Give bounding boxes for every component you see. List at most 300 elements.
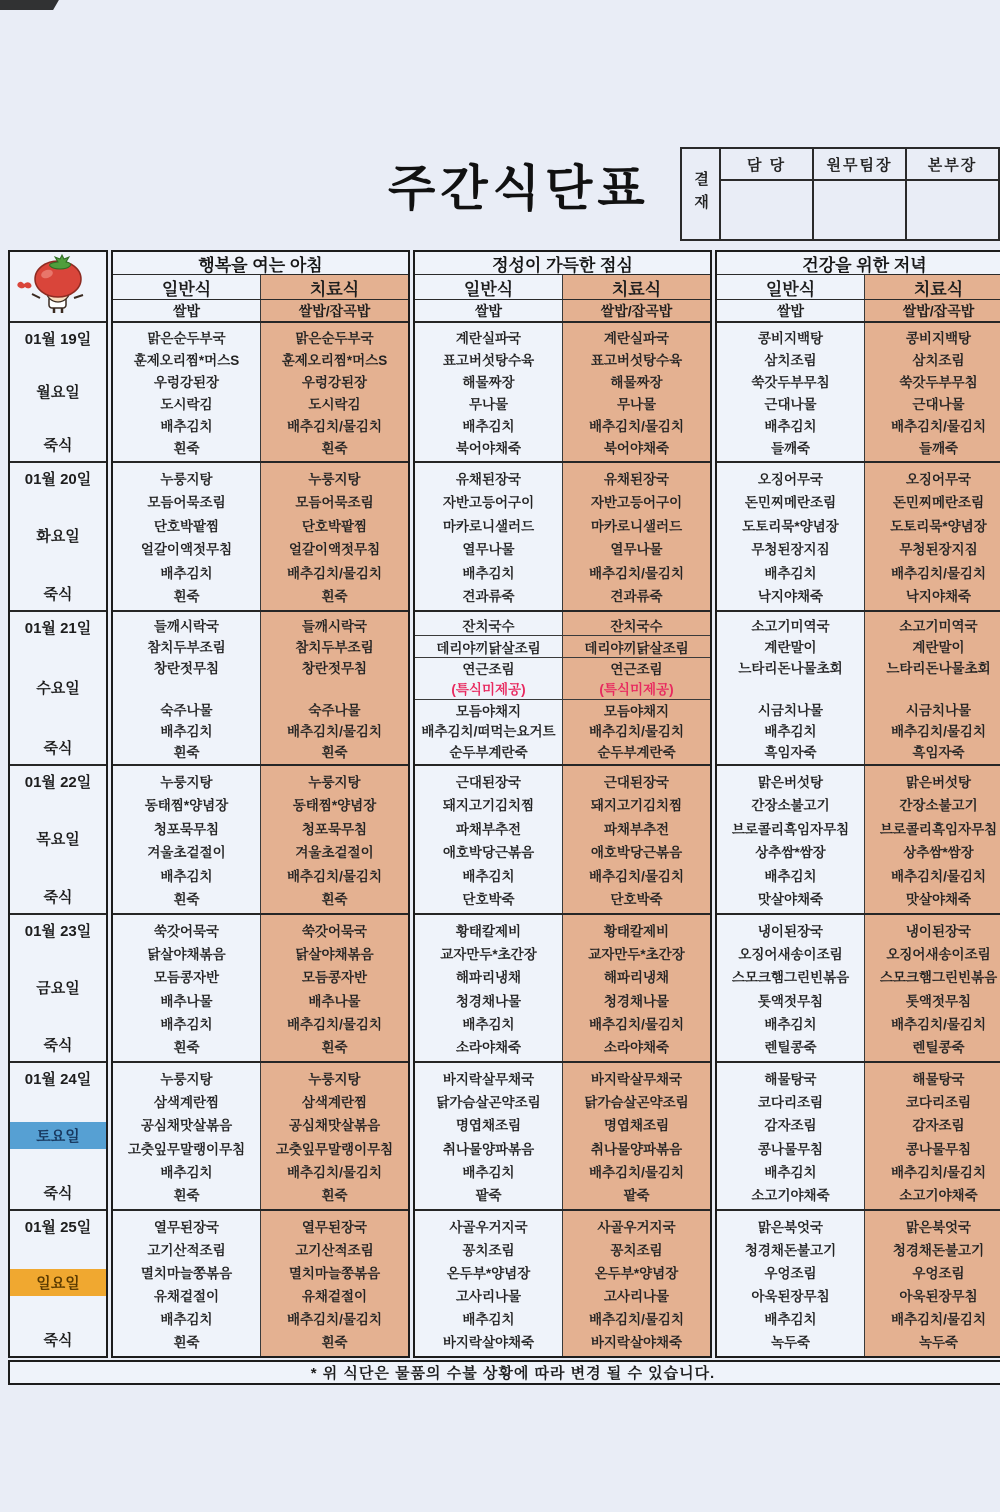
menu-row [717,764,1000,913]
breakfast-title: 행복을 여는 아침 [198,255,323,275]
menu-item: 황태칼제비 [603,923,670,939]
menu-item: 계란실파국 [603,331,670,346]
menu-item: 소라야채죽 [603,1040,670,1056]
menu-item: 꽁치조림 [462,1242,515,1258]
menu-item: 흰죽 [321,744,348,760]
menu-item: 청경채돈불고기 [892,1242,985,1258]
approval-col-director: 본부장 [906,148,999,180]
menu-item: 온두부*양념장 [446,1265,531,1281]
menu-item: 스모크햄그린빈볶음 [731,970,850,986]
approval-sign-cell [813,180,906,240]
menu-item: 맛살야채죽 [757,892,824,908]
menu-item: 녹두죽 [918,1335,959,1351]
meal-type-label: 죽식 [43,739,73,757]
menu-cell-lunch-general [415,766,562,913]
menu-item: 누룽지탕 [308,774,361,790]
menu-item: 취나물양파볶음 [442,1141,535,1157]
menu-row [113,1209,408,1356]
menu-item: 돈민찌메란조림 [892,495,985,511]
weekday-wrap [10,1089,106,1182]
menu-item: 바지락살야채죽 [590,1335,683,1351]
menu-item: 해물짜장 [610,375,663,390]
date-label: 01월 23일 [24,922,92,940]
menu-item: 배추김치/물김치 [286,1164,383,1180]
menu-item: 해물탕국 [912,1071,965,1087]
menu-row [113,764,408,913]
menu-cell-dinner-treatment [864,323,1000,461]
dinner-title: 건강을 위한 저녁 [802,255,927,275]
menu-item: 냉이된장국 [905,923,972,939]
menu-item: 열무나물 [610,542,663,558]
menu-cell-dinner-treatment [864,1211,1000,1356]
menu-item: 유채된장국 [603,471,670,487]
menu-cell-breakfast-treatment [260,766,408,913]
menu-item: 흰죽 [173,1188,200,1204]
menu-item: 북어야채죽 [603,441,670,456]
menu-item: 콩비지백탕 [757,331,824,346]
menu-item: 청경채나물 [455,993,522,1009]
menu-item: 해물짜장 [462,375,515,390]
menu-item: 배추김치/물김치 [286,1016,383,1032]
menu-item: 견과류죽 [462,589,515,605]
weekday-wrap [10,792,106,886]
date-cells [10,321,106,1356]
menu-item: 얼갈이액젓무침 [140,542,233,558]
menu-item: 배추김치/물김치 [890,723,987,739]
menu-item: 명엽채조림 [603,1118,670,1134]
document-header [0,0,1000,250]
breakfast-body [113,321,408,1356]
menu-item: 창란젓무침 [153,661,220,677]
menu-item: 취나물양파볶음 [590,1141,683,1157]
menu-item: 맑은버섯탕 [757,774,824,790]
menu-item: 맑은북엇국 [905,1219,972,1235]
menu-item: 순두부계란죽 [449,744,528,760]
menu-item: 유채겉절이 [301,1289,368,1305]
menu-item: 콩비지백탕 [905,331,972,346]
menu-item: 쑥갓두부무침 [899,375,978,390]
menu-item: 오징어무국 [905,471,972,487]
menu-item: 쑥갓두부무침 [751,375,830,390]
menu-cell-lunch-treatment [562,612,710,764]
menu-cell-breakfast-treatment [260,1211,408,1356]
footer-note: * 위 식단은 물품의 수불 상황에 따라 변경 될 수 있습니다. [8,1360,1000,1385]
menu-item: 흰죽 [173,744,200,760]
menu-item: 브로콜리흑임자무침 [879,821,998,837]
menu-item: 청경채돈불고기 [744,1242,837,1258]
menu-item: 표고버섯탕수육 [442,353,535,368]
menu-item: 쑥갓어묵국 [301,923,368,939]
menu-item: 톳액젓무침 [757,993,824,1009]
menu-row [415,764,710,913]
weekday-label: 일요일 [10,1269,106,1296]
menu-item: 연근조림 [462,662,515,678]
menu-item: 오징어새송이조림 [886,946,991,962]
menu-row [717,610,1000,764]
menu-item: 훈제오리찜*머스S [133,353,240,368]
menu-item: 배추김치/물김치 [588,1164,685,1180]
breakfast-rice-treatment: 쌀밥/잡곡밥 [260,300,408,321]
menu-item: 단호박죽 [610,892,663,908]
menu-item: 스모크햄그린빈볶음 [879,970,998,986]
menu-row [113,321,408,461]
menu-item: 코다리조림 [905,1094,972,1110]
menu-item: 마카로니샐러드 [590,518,683,534]
menu-row [113,913,408,1061]
menu-item: 흰죽 [173,1335,200,1351]
menu-item: 참치두부조림 [295,640,374,656]
menu-item: 무청된장지짐 [751,542,830,558]
menu-item: 바지락살무채국 [590,1071,683,1087]
page-title: 주간식단표 [388,162,650,216]
menu-item: 바지락살야채죽 [442,1335,535,1351]
date-cell [10,461,106,610]
menu-item: 겨울초겉절이 [147,845,226,861]
menu-item: 맑은버섯탕 [905,774,972,790]
menu-cell-breakfast-treatment [260,463,408,610]
menu-item: 모듬야채지 [455,703,522,719]
menu-item: 모듬콩자반 [301,970,368,986]
menu-row [717,913,1000,1061]
menu-item: 상추쌈*쌈장 [903,845,974,861]
menu-item: 배추김치/물김치 [890,565,987,581]
menu-item [113,678,260,699]
menu-item: 코다리조림 [757,1094,824,1110]
menu-item: 고사리나물 [603,1289,670,1305]
menu-cell-breakfast-general [113,766,260,913]
menu-cell-dinner-treatment [864,766,1000,913]
menu-item: 우엉조림 [912,1265,965,1281]
date-label: 01월 24일 [24,1070,92,1088]
weekday-label: 수요일 [36,679,80,697]
menu-item: 배추김치 [764,1312,817,1328]
menu-item: 표고버섯탕수육 [590,353,683,368]
lunch-general-label: 일반식 [415,275,562,299]
menu-item: 모듬야채지 [603,703,670,719]
menu-item: 소고기야채죽 [751,1188,830,1204]
menu-item: 흰죽 [321,441,348,456]
menu-row [113,461,408,610]
menu-item: 감자조림 [912,1118,965,1134]
menu-item: 교자만두*초간장 [588,946,685,962]
date-cell [10,913,106,1061]
menu-item: 모듬어묵조림 [295,495,374,511]
menu-row [415,321,710,461]
menu-item: 자반고등어구이 [442,495,535,511]
menu-cell-lunch-treatment [562,1063,710,1209]
meal-type-label: 죽식 [43,1184,73,1202]
menu-item: 도시락김 [160,397,213,412]
menu-item: 배추김치/물김치 [588,419,685,434]
menu-item: 브로콜리흑임자무침 [731,821,850,837]
menu-item: 겨울초겉절이 [295,845,374,861]
menu-item: 배추김치/물김치 [890,868,987,884]
menu-item: 누룽지탕 [160,471,213,487]
menu-item: 해물탕국 [764,1071,817,1087]
menu-item: 데리야끼닭살조림 [415,636,562,657]
tomato-mascot-icon [16,254,100,318]
menu-item: 배추김치 [462,419,515,434]
menu-item: 배추김치/물김치 [588,868,685,884]
weekday-label: 목요일 [36,831,80,848]
menu-row [717,321,1000,461]
menu-item: 청포묵무침 [153,821,220,837]
weekday-label: 화요일 [36,528,80,545]
menu-item: 렌틸콩죽 [912,1040,965,1056]
menu-item: 자반고등어구이 [590,495,683,511]
menu-item: 흑임자죽 [912,744,965,760]
weekday-label: 금요일 [36,979,80,997]
menu-item: 흰죽 [173,441,200,456]
menu-item: 애호박당근볶음 [442,845,535,861]
dinner-rice-general: 쌀밥 [717,300,864,321]
menu-item: 흰죽 [321,589,348,605]
menu-item: 배추김치 [160,565,213,581]
menu-cell-lunch-general [415,1063,562,1209]
menu-item: 단호박팥찜 [153,518,220,534]
menu-item: 배추김치/떠먹는요거트 [421,724,556,740]
meal-type-label: 죽식 [43,1331,73,1349]
menu-cell-dinner-general [717,463,864,610]
menu-item: 창란젓무침 [301,661,368,677]
breakfast-group [111,250,410,1358]
menu-item: 간장소불고기 [751,798,830,814]
menu-item: 배추김치 [462,1312,515,1328]
menu-row [415,461,710,610]
dinner-group [715,250,1000,1358]
menu-item: 고사리나물 [455,1289,522,1305]
menu-item: 온두부*양념장 [594,1265,679,1281]
menu-item: 시금치나물 [905,702,972,718]
approval-label: 결재 [681,148,720,240]
date-cell [10,1061,106,1209]
menu-cell-lunch-treatment [562,463,710,610]
menu-item: 견과류죽 [610,589,663,605]
menu-item: 열무된장국 [301,1219,368,1235]
menu-item: 배추김치/물김치 [588,565,685,581]
menu-item: 마카로니샐러드 [442,518,535,534]
menu-item: 배추김치/물김치 [588,1016,685,1032]
dinner-rice-treatment: 쌀밥/잡곡밥 [864,300,1000,321]
approval-box [680,147,1000,241]
menu-row [717,461,1000,610]
menu-item: 해파리냉채 [603,970,670,986]
menu-item: 배추김치 [462,1164,515,1180]
menu-item: 청경채나물 [603,993,670,1009]
menu-item: 배추김치/물김치 [890,1016,987,1032]
menu-item: 고기산적조림 [295,1242,374,1258]
menu-item: 배추김치 [764,419,817,434]
menu-row [415,610,710,764]
date-label: 01월 20일 [24,470,92,488]
weekday-wrap [10,489,106,583]
menu-item: 배추김치/물김치 [286,419,383,434]
menu-item: 삼색계란찜 [301,1094,368,1110]
menu-item: 돼지고기김치찜 [442,798,535,814]
menu-item: 순두부계란죽 [597,744,676,760]
menu-item: 근대나물 [912,397,965,412]
menu-item: 들깨시락국 [301,619,368,635]
menu-item: 아욱된장무침 [751,1289,830,1305]
menu-item: 콩나물무침 [757,1141,824,1157]
menu-item: 도시락김 [308,397,361,412]
menu-item: 배추김치 [160,1016,213,1032]
menu-item: 배추김치 [462,868,515,884]
menu-item: 삼치조림 [912,353,965,368]
menu-cell-lunch-general [415,915,562,1061]
menu-row [415,1209,710,1356]
menu-item: 낙지야채죽 [757,589,824,605]
menu-item: 사골우거지국 [449,1219,528,1235]
menu-cell-dinner-treatment [864,463,1000,610]
menu-item: 삼치조림 [764,353,817,368]
menu-item: (특식미제공) [563,678,710,699]
menu-item: 근대된장국 [455,774,522,790]
menu-item: 황태칼제비 [455,923,522,939]
menu-cell-breakfast-general [113,1063,260,1209]
menu-item: 배추나물 [308,993,361,1009]
menu-item: 닭가슴살곤약조림 [436,1094,541,1110]
menu-item [865,678,1000,699]
menu-item: 상추쌈*쌈장 [755,845,826,861]
menu-item: 소고기미역국 [899,619,978,635]
menu-item: 모듬어묵조림 [147,495,226,511]
menu-item: 배추김치 [160,419,213,434]
mascot-cell [10,252,106,321]
menu-item: 누룽지탕 [308,471,361,487]
date-label: 01월 19일 [24,330,92,348]
menu-item: 누룽지탕 [160,1071,213,1087]
menu-item: 배추김치 [764,1016,817,1032]
menu-cell-lunch-treatment [562,1211,710,1356]
menu-item: 오징어무국 [757,471,824,487]
menu-item: 배추김치 [462,1016,515,1032]
menu-item: 사골우거지국 [597,1219,676,1235]
menu-row [415,1061,710,1209]
breakfast-treatment-label: 치료식 [260,275,408,299]
menu-item: 계란말이 [912,640,965,656]
menu-row [717,1061,1000,1209]
menu-item: 흰죽 [321,1188,348,1204]
menu-item: 배추김치 [462,565,515,581]
menu-item: 배추김치/물김치 [286,565,383,581]
menu-item: 연근조림 [610,662,663,678]
weekday-label: 토요일 [10,1122,106,1149]
meal-type-label: 죽식 [43,888,73,906]
menu-item: 배추김치 [764,1164,817,1180]
menu-item: 간장소불고기 [899,798,978,814]
menu-item: 렌틸콩죽 [764,1040,817,1056]
menu-item: 배추김치 [160,1312,213,1328]
menu-item: 배추김치/물김치 [890,1312,987,1328]
menu-item: 무청된장지짐 [899,542,978,558]
menu-item: 배추김치 [160,723,213,739]
menu-item: 배추김치 [160,1164,213,1180]
menu-cell-dinner-general [717,915,864,1061]
menu-item: 느타리돈나물초회 [886,661,991,677]
menu-cell-lunch-treatment [562,766,710,913]
menu-item: 배추나물 [160,993,213,1009]
menu-item: 계란말이 [764,640,817,656]
menu-row [415,913,710,1061]
menu-item: 톳액젓무침 [905,993,972,1009]
menu-item: 맑은순두부국 [295,331,374,346]
menu-item: 흰죽 [173,589,200,605]
date-cell [10,764,106,913]
menu-cell-lunch-general [415,463,562,610]
menu-item: 흑임자죽 [764,744,817,760]
approval-col-staff: 담 당 [720,148,813,180]
menu-item: 근대된장국 [603,774,670,790]
menu-cell-breakfast-treatment [260,915,408,1061]
menu-cell-dinner-treatment [864,612,1000,764]
menu-item: 들깨죽 [918,441,959,456]
menu-row [113,1061,408,1209]
menu-item: 흰죽 [173,892,200,908]
menu-item: 유채겉절이 [153,1289,220,1305]
menu-item: 삼색계란찜 [153,1094,220,1110]
date-column [8,250,108,1358]
dinner-treatment-label: 치료식 [864,275,1000,299]
menu-item: 흰죽 [321,892,348,908]
menu-item: 도토리묵*양념장 [742,518,839,534]
menu-item: 청포묵무침 [301,821,368,837]
menu-item: 시금치나물 [757,702,824,718]
menu-item: 파채부추전 [455,821,522,837]
lunch-rice-treatment: 쌀밥/잡곡밥 [562,300,710,321]
date-cell [10,1209,106,1356]
menu-item: 근대나물 [764,397,817,412]
dinner-body [717,321,1000,1356]
menu-cell-breakfast-general [113,323,260,461]
weekday-wrap [10,1237,106,1329]
menu-item: 감자조림 [764,1118,817,1134]
weekday-wrap [10,638,106,737]
menu-item: 열무된장국 [153,1219,220,1235]
menu-item: 배추김치/물김치 [286,723,383,739]
menu-item: 배추김치 [764,565,817,581]
menu-row [113,610,408,764]
menu-item: 누룽지탕 [160,774,213,790]
menu-item: 맑은북엇국 [757,1219,824,1235]
menu-table [8,250,1000,1358]
menu-item: 해파리냉채 [455,970,522,986]
menu-item: 꽁치조림 [610,1242,663,1258]
menu-item: 참치두부조림 [147,640,226,656]
menu-cell-breakfast-general [113,612,260,764]
menu-cell-breakfast-general [113,915,260,1061]
breakfast-general-label: 일반식 [113,275,260,299]
menu-item: 팥죽 [475,1188,502,1204]
menu-item: 숙주나물 [160,702,213,718]
meal-type-label: 죽식 [43,1036,73,1054]
menu-item: 얼갈이액젓무침 [288,542,381,558]
menu-item: 무나물 [616,397,657,412]
menu-item: 배추김치/물김치 [890,1164,987,1180]
date-cell [10,610,106,764]
menu-item: 교자만두*초간장 [440,946,537,962]
menu-cell-lunch-general [415,1211,562,1356]
lunch-title: 정성이 가득한 점심 [492,255,633,275]
menu-item: 흰죽 [173,1040,200,1056]
menu-item: 닭살야채볶음 [147,946,226,962]
menu-item: 유채된장국 [455,471,522,487]
menu-item: 모듬콩자반 [153,970,220,986]
menu-cell-dinner-general [717,1063,864,1209]
menu-item: 오징어새송이조림 [738,946,843,962]
menu-item: 배추김치 [764,723,817,739]
menu-cell-breakfast-treatment [260,612,408,764]
